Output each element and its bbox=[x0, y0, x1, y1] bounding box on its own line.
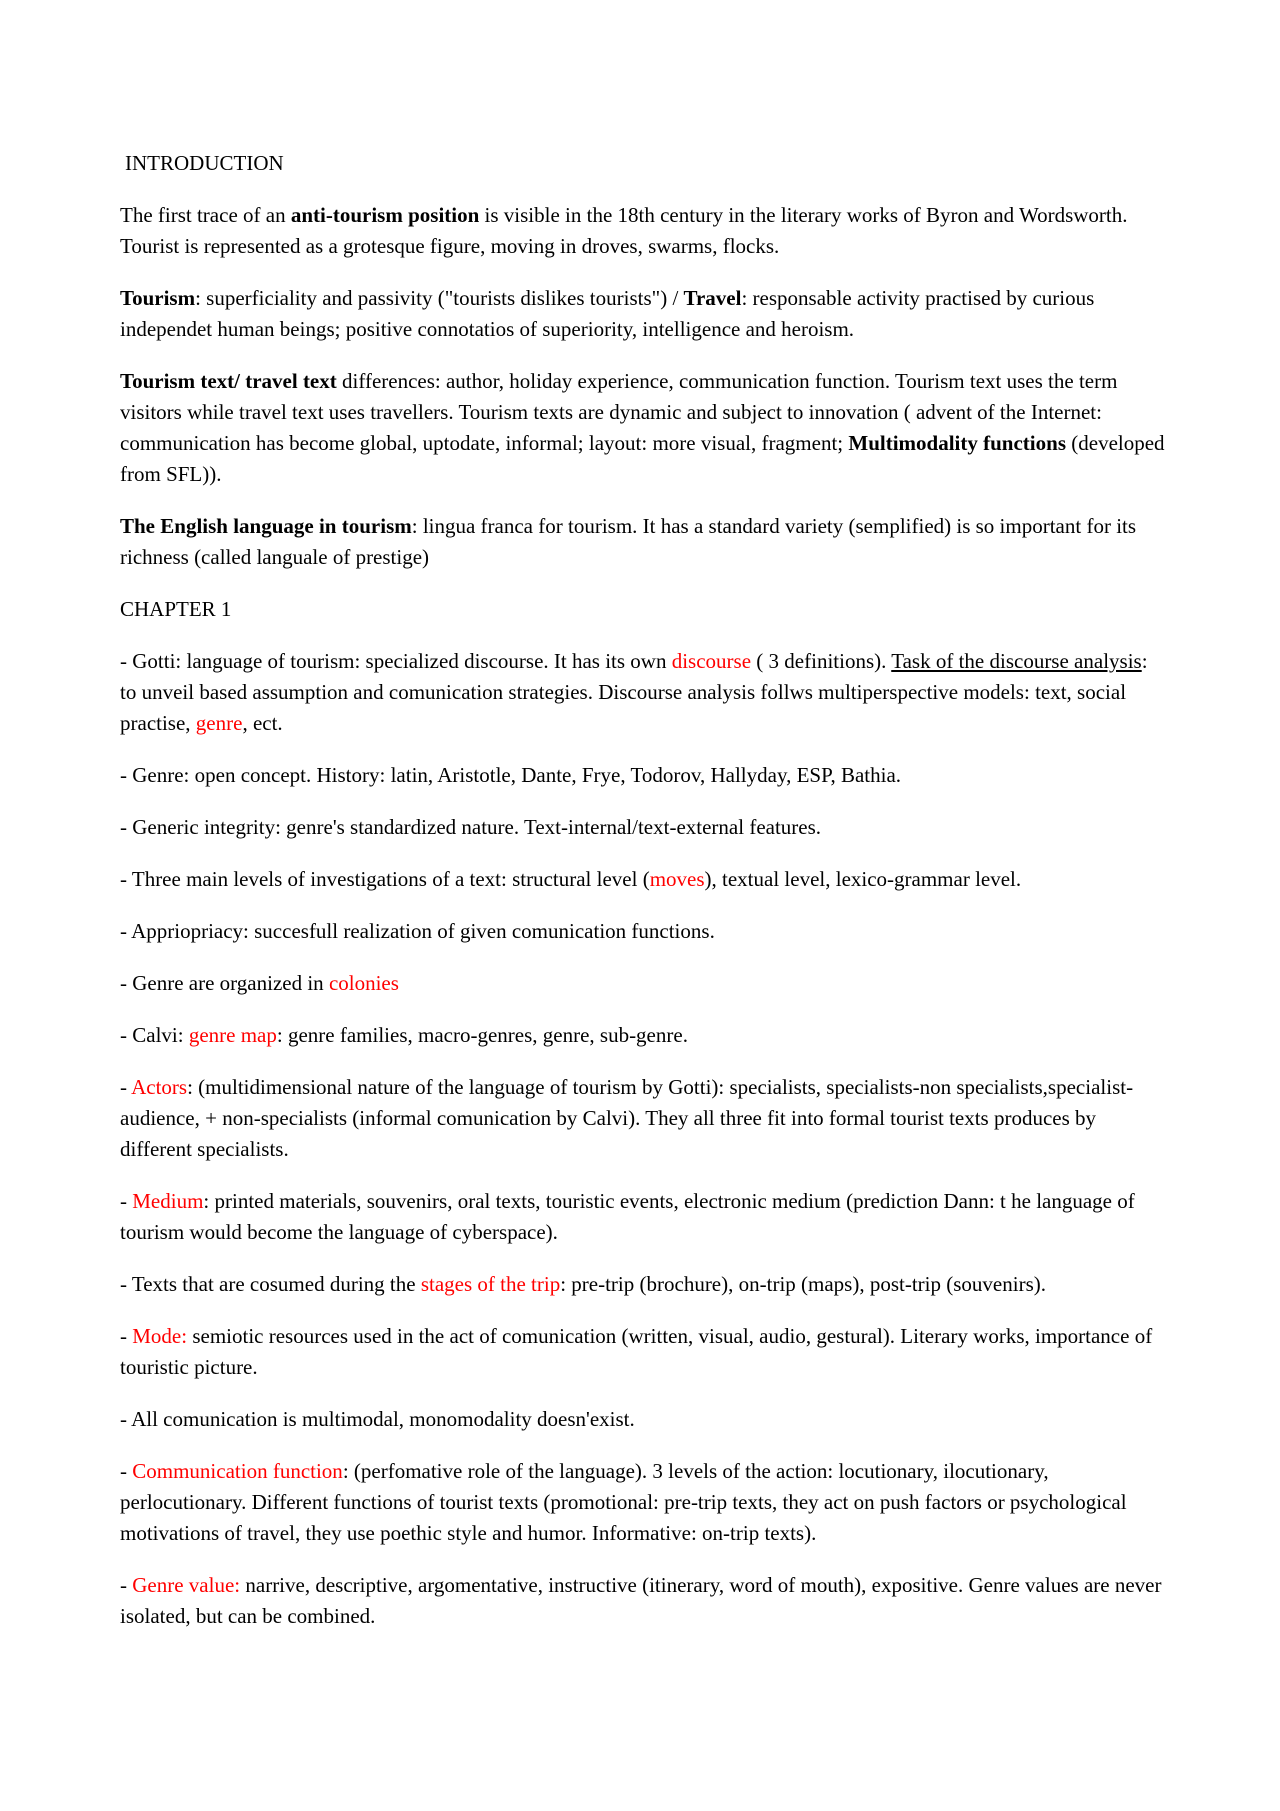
list-item-levels: - Three main levels of investigations of a text: structural level (moves), textual level, lexico-grammar level. bbox=[120, 867, 1022, 891]
highlight-term: colonies bbox=[328, 971, 399, 995]
bold-term: Tourism text/ travel text bbox=[120, 369, 337, 393]
paragraph-english-language: The English language in tourism: lingua franca for tourism. It has a standard variety (semplified) is so important for its richness (called languale of prestige) bbox=[120, 514, 1137, 569]
paragraph-text-differences: Tourism text/ travel text differences: author, holiday experience, communication function. Tourism text uses the term visitors while travel text uses travellers. Tourism texts are dynamic and subject to innovation ( advent of the Internet: communication has become global, uptodate, informal; layout: more visual, fragment; Multimodality functions (developed from SFL)). bbox=[120, 369, 1165, 486]
intro-heading: INTRODUCTION bbox=[125, 151, 284, 175]
list-item-mode: - Mode: semiotic resources used in the act of comunication (written, visual, audio, gestural). Literary works, importance of touristic picture. bbox=[120, 1324, 1153, 1379]
paragraph-tourism-travel: Tourism: superficiality and passivity ("tourists dislikes tourists") / Travel: responsable activity practised by curious independet human beings; positive connotatios of superiority, intelligence and heroism. bbox=[120, 286, 1095, 341]
highlight-term: Genre value: bbox=[132, 1573, 241, 1597]
list-item-gotti: - Gotti: language of tourism: specialized discourse. It has its own discourse ( 3 definitions). Task of the discourse analysis: to unveil based assumption and comunication strategies. Discourse analysis follws multiperspective models: text, social practise, genre, ect. bbox=[120, 649, 1148, 735]
list-item-generic-integrity: - Generic integrity: genre's standardized nature. Text-internal/text-external features. bbox=[120, 815, 822, 839]
bold-term: anti-tourism position bbox=[290, 203, 480, 227]
highlight-term: genre bbox=[195, 711, 243, 735]
bold-term: The English language in tourism bbox=[120, 514, 412, 538]
highlight-term: Medium bbox=[132, 1189, 204, 1213]
highlight-term: genre map bbox=[188, 1023, 277, 1047]
highlight-term: discourse bbox=[671, 649, 752, 673]
list-item-medium: - Medium: printed materials, souvenirs, oral texts, touristic events, electronic medium (prediction Dann: t he language of tourism would become the language of cyberspace). bbox=[120, 1189, 1135, 1244]
highlight-term: stages of the trip bbox=[420, 1272, 561, 1296]
bold-term: Tourism bbox=[120, 286, 196, 310]
list-item-appropriacy: - Appriopriacy: succesfull realization of given comunication functions. bbox=[120, 919, 715, 943]
list-item-multimodal: - All comunication is multimodal, monomodality doesn'exist. bbox=[120, 1407, 635, 1431]
highlight-term: Communication function bbox=[132, 1459, 343, 1483]
paragraph-anti-tourism: The first trace of an anti-tourism position is visible in the 18th century in the literary works of Byron and Wordsworth. Tourist is represented as a grotesque figure, moving in droves, swarms, flocks. bbox=[120, 203, 1128, 258]
highlight-term: Mode: bbox=[132, 1324, 188, 1348]
list-item-colonies: - Genre are organized in colonies bbox=[120, 971, 399, 995]
document-body bbox=[120, 148, 1165, 1653]
list-item-genre-value: - Genre value: narrive, descriptive, argomentative, instructive (itinerary, word of mouth), expositive. Genre values are never isolated, but can be combined. bbox=[120, 1573, 1162, 1628]
underlined-term: Task of the discourse analysis bbox=[891, 649, 1142, 673]
highlight-term: Actors bbox=[131, 1075, 188, 1099]
highlight-term: moves bbox=[649, 867, 705, 891]
list-item-communication-function: - Communication function: (perfomative role of the language). 3 levels of the action: locutionary, ilocutionary, perlocutionary. Different functions of tourist texts (promotional: pre-trip texts, they act on push factors or psychological motivations of travel, they use poethic style and humor. Informative: on-trip texts). bbox=[120, 1459, 1127, 1545]
list-item-actors: - Actors: (multidimensional nature of the language of tourism by Gotti): specialists, specialists-non specialists,specialist-audience, + non-specialists (informal comunication by Calvi). They all three fit into formal tourist texts produces by different specialists. bbox=[120, 1075, 1134, 1161]
chapter-heading: CHAPTER 1 bbox=[120, 597, 232, 621]
list-item-calvi: - Calvi: genre map: genre families, macro-genres, genre, sub-genre. bbox=[120, 1023, 688, 1047]
bold-term: Travel bbox=[683, 286, 742, 310]
list-item-genre: - Genre: open concept. History: latin, Aristotle, Dante, Frye, Todorov, Hallyday, ESP, Bathia. bbox=[120, 763, 902, 787]
list-item-stages: - Texts that are cosumed during the stages of the trip: pre-trip (brochure), on-trip (maps), post-trip (souvenirs). bbox=[120, 1272, 1046, 1296]
bold-term: Multimodality functions bbox=[848, 431, 1066, 455]
